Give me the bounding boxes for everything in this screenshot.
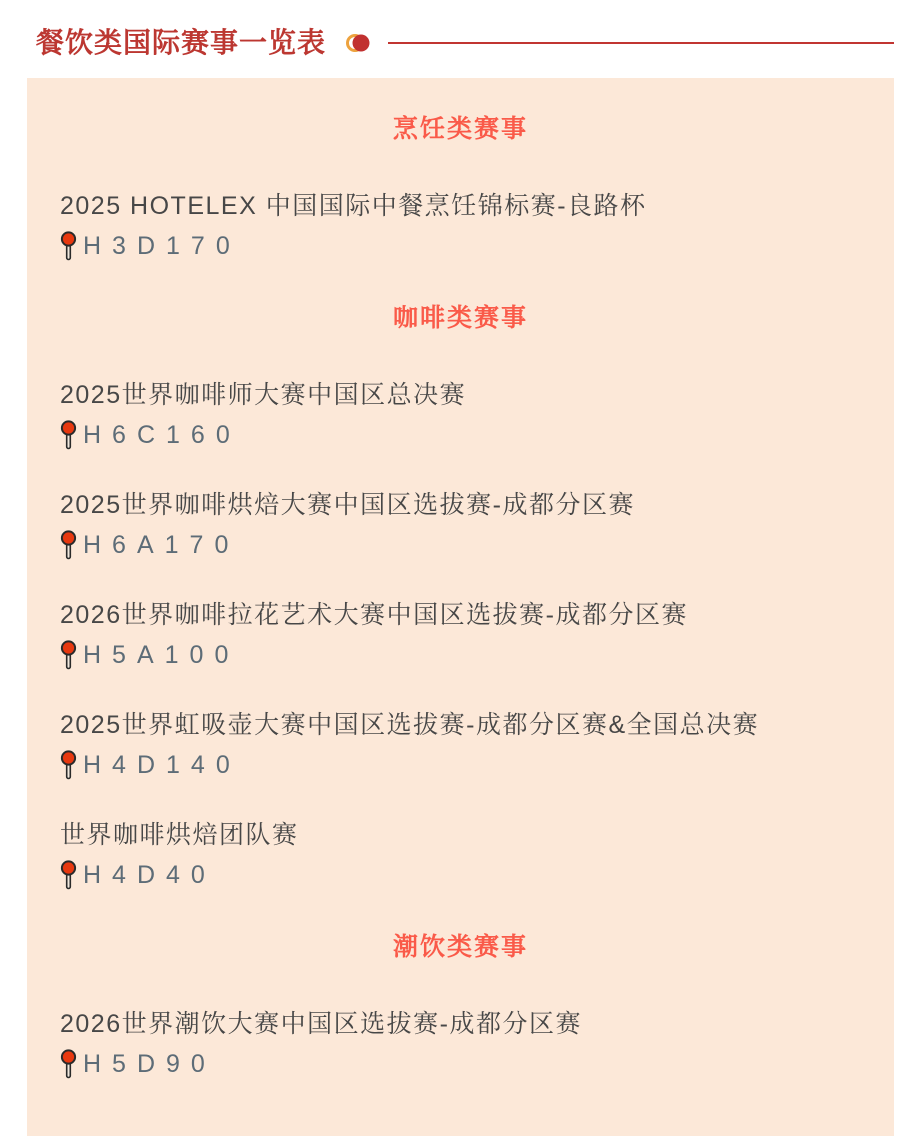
- booth-code: H4D40: [83, 861, 216, 889]
- event-item: [60, 595, 861, 675]
- page-header: [36, 0, 894, 57]
- booth-code: H5D90: [83, 1050, 216, 1078]
- event-booth: [60, 1044, 861, 1084]
- booth-code: H4D140: [83, 751, 241, 779]
- event-booth: [60, 855, 861, 895]
- event-item: [60, 705, 861, 785]
- header-rule: [388, 42, 894, 44]
- booth-code: H5A100: [83, 641, 240, 669]
- location-pin-icon: [60, 640, 77, 671]
- page-title: 餐饮类国际赛事一览表: [36, 27, 327, 58]
- event-name: 2026世界咖啡拉花艺术大赛中国区选拔赛-成都分区赛: [60, 601, 688, 629]
- event-booth: [60, 635, 861, 675]
- booth-code: H6C160: [83, 421, 241, 449]
- location-pin-icon: [60, 860, 77, 891]
- event-name: 2025世界咖啡师大赛中国区总决赛: [60, 381, 467, 409]
- event-name: 2025世界咖啡烘焙大赛中国区选拔赛-成都分区赛: [60, 491, 635, 519]
- event-item: [60, 1004, 861, 1084]
- location-pin-icon: [60, 231, 77, 262]
- event-item: [60, 815, 861, 895]
- event-name: 2025世界虹吸壶大赛中国区选拔赛-成都分区赛&全国总决赛: [60, 711, 760, 739]
- event-booth: [60, 525, 861, 565]
- event-name: 2025 HOTELEX 中国国际中餐烹饪锦标赛-良路杯: [60, 192, 647, 220]
- location-pin-icon: [60, 750, 77, 781]
- event-name: 世界咖啡烘焙团队赛: [60, 821, 299, 849]
- section-title: 咖啡类赛事: [392, 304, 528, 332]
- location-pin-icon: [60, 420, 77, 451]
- events-card: [27, 78, 894, 1136]
- event-booth: [60, 415, 861, 455]
- section-title: 烹饪类赛事: [392, 115, 528, 143]
- location-pin-icon: [60, 530, 77, 561]
- event-item: [60, 485, 861, 565]
- event-name: 2026世界潮饮大赛中国区选拔赛-成都分区赛: [60, 1010, 582, 1038]
- section-title: 潮饮类赛事: [392, 933, 528, 961]
- event-item: [60, 375, 861, 455]
- booth-code: H6A170: [83, 531, 240, 559]
- event-item: [60, 186, 861, 266]
- decorative-dot-icon: [344, 32, 376, 54]
- booth-code: H3D170: [83, 232, 241, 260]
- event-booth: [60, 226, 861, 266]
- event-booth: [60, 745, 861, 785]
- location-pin-icon: [60, 1049, 77, 1080]
